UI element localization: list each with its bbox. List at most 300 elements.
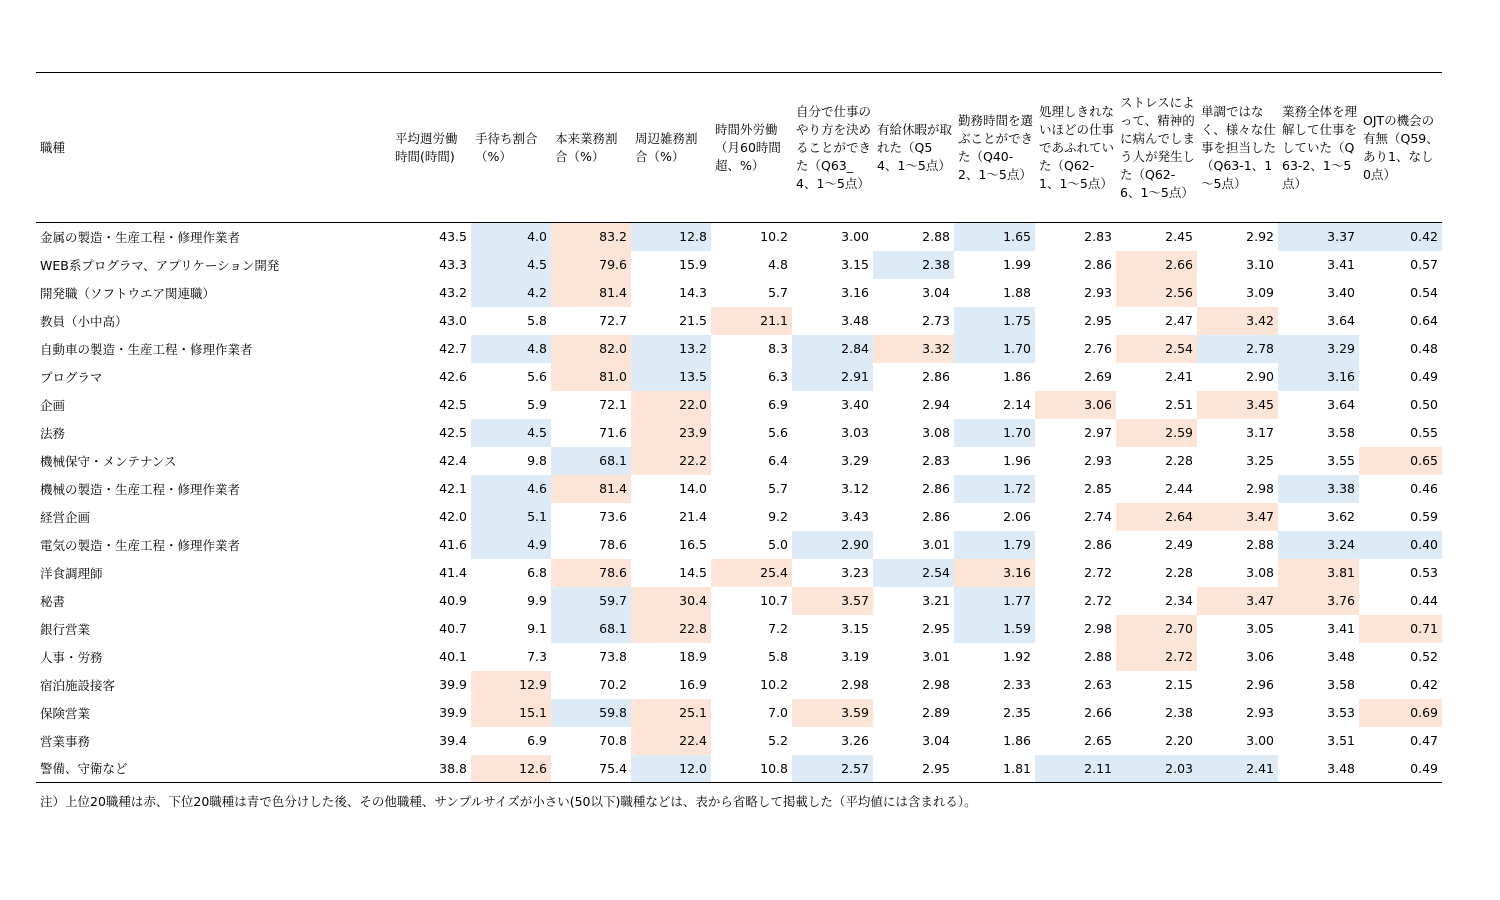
occupation-name: 開発職（ソフトウエア関連職） [40, 285, 216, 301]
table-cell: 3.08 [1246, 565, 1274, 580]
table-cell: 0.52 [1410, 649, 1438, 664]
table-cell: 70.2 [599, 677, 627, 692]
table-cell: 39.9 [439, 705, 467, 720]
table-cell: 2.98 [922, 677, 950, 692]
table-cell: 25.1 [631, 699, 711, 727]
table-cell: 1.99 [1003, 257, 1031, 272]
table-cell: 2.98 [1246, 481, 1274, 496]
table-cell: 3.76 [1278, 587, 1359, 615]
table-cell: 2.88 [922, 229, 950, 245]
table-cell: 2.69 [1084, 369, 1112, 384]
column-header: 業務全体を理解して仕事をしていた（Q63-2、1～5点） [1278, 73, 1359, 223]
table-cell: 2.83 [922, 453, 950, 468]
table-cell: 2.89 [922, 705, 950, 720]
table-cell: 0.44 [1410, 593, 1438, 608]
table-cell: 3.06 [1246, 649, 1274, 664]
table-cell: 9.2 [768, 509, 788, 524]
table-row [36, 559, 1442, 587]
table-cell: 2.86 [922, 481, 950, 496]
occupation-name: 秘書 [40, 593, 66, 609]
table-cell: 2.66 [1116, 251, 1197, 279]
table-cell: 2.92 [1246, 229, 1274, 245]
table-cell: 0.65 [1359, 447, 1442, 475]
table-cell: 4.8 [768, 257, 788, 272]
table-cell: 2.83 [1084, 229, 1112, 245]
table-cell: 78.6 [599, 537, 627, 552]
table-cell: 21.4 [679, 509, 707, 524]
table-cell: 16.9 [679, 677, 707, 692]
table-cell: 0.57 [1410, 257, 1438, 272]
column-header: OJTの機会の有無（Q59、あり1、なし0点） [1359, 73, 1442, 223]
table-cell: 0.59 [1410, 509, 1438, 524]
table-cell: 3.41 [1327, 257, 1355, 272]
table-cell: 41.6 [439, 537, 467, 552]
table-cell: 2.93 [1084, 453, 1112, 468]
table-cell: 2.57 [792, 755, 873, 783]
table-cell: 0.55 [1410, 425, 1438, 440]
table-cell: 2.90 [792, 531, 873, 559]
occupation-name: 法務 [40, 425, 66, 441]
table-cell: 3.23 [841, 565, 869, 580]
table-cell: 70.8 [599, 733, 627, 748]
table-cell: 40.9 [439, 593, 467, 608]
table-cell: 2.70 [1116, 615, 1197, 643]
table-cell: 9.9 [527, 593, 547, 608]
table-cell: 22.0 [631, 391, 711, 419]
table-cell: 5.6 [527, 369, 547, 384]
table-row [36, 307, 1442, 335]
table-cell: 2.73 [922, 313, 950, 328]
table-cell: 3.10 [1246, 257, 1274, 272]
table-cell: 25.4 [711, 559, 792, 587]
table-cell: 2.98 [1084, 621, 1112, 636]
table-cell: 2.51 [1165, 397, 1193, 412]
table-cell: 5.0 [768, 537, 788, 552]
table-cell: 2.90 [1246, 369, 1274, 384]
occupation-name: 企画 [40, 397, 66, 413]
table-cell: 2.54 [873, 559, 954, 587]
table-cell: 1.77 [954, 587, 1035, 615]
table-cell: 42.0 [439, 509, 467, 524]
table-cell: 42.5 [439, 397, 467, 412]
table-cell: 10.7 [760, 593, 788, 608]
table-cell: 0.64 [1410, 313, 1438, 328]
table-cell: 42.5 [439, 425, 467, 440]
table-cell: 13.5 [631, 363, 711, 391]
table-cell: 2.95 [922, 621, 950, 636]
table-cell: 6.3 [768, 369, 788, 384]
table-row [36, 279, 1442, 307]
table-cell: 3.15 [841, 621, 869, 636]
table-cell: 1.86 [1003, 733, 1031, 748]
table-cell: 3.43 [841, 509, 869, 524]
table-cell: 4.9 [471, 531, 551, 559]
table-cell: 2.03 [1116, 755, 1197, 783]
column-header: 単調ではなく、様々な仕事を担当した（Q63-1、1～5点） [1197, 73, 1278, 223]
table-cell: 3.01 [922, 649, 950, 664]
table-cell: 2.72 [1084, 593, 1112, 608]
table-row [36, 223, 1442, 251]
table-cell: 39.9 [439, 677, 467, 692]
table-cell: 2.95 [1084, 313, 1112, 328]
table-cell: 5.8 [527, 313, 547, 328]
table-cell: 3.16 [841, 285, 869, 300]
table-cell: 2.86 [922, 369, 950, 384]
table-cell: 2.47 [1165, 313, 1193, 328]
table-cell: 2.11 [1035, 755, 1116, 783]
table-cell: 2.54 [1116, 335, 1197, 363]
table-cell: 68.1 [551, 615, 631, 643]
table-cell: 9.8 [527, 453, 547, 468]
occupation-name: 機械の製造・生産工程・修理作業者 [40, 481, 241, 497]
column-header: 時間外労働（月60時間超、%） [711, 73, 792, 223]
table-cell: 73.8 [599, 649, 627, 664]
table-cell: 0.48 [1410, 341, 1438, 356]
table-cell: 2.86 [1084, 537, 1112, 552]
table-cell: 5.6 [768, 425, 788, 440]
table-cell: 59.8 [551, 699, 631, 727]
table-cell: 5.7 [768, 481, 788, 496]
occupation-name: 教員（小中高） [40, 313, 128, 329]
column-header: 処理しきれないほどの仕事であふれていた（Q62-1、1～5点） [1035, 73, 1116, 223]
table-row [36, 447, 1442, 475]
table-cell: 3.45 [1197, 391, 1278, 419]
table-cell: 2.65 [1084, 733, 1112, 748]
table-cell: 72.7 [599, 313, 627, 328]
table-cell: 5.8 [768, 649, 788, 664]
table-cell: 0.40 [1359, 531, 1442, 559]
table-cell: 1.59 [954, 615, 1035, 643]
table-cell: 3.58 [1327, 677, 1355, 692]
table-cell: 3.21 [922, 593, 950, 608]
table-cell: 1.72 [954, 475, 1035, 503]
table-cell: 3.04 [922, 285, 950, 300]
table-cell: 3.05 [1246, 621, 1274, 636]
table-cell: 3.48 [841, 313, 869, 328]
occupation-name: 金属の製造・生産工程・修理作業者 [40, 229, 241, 245]
table-cell: 0.42 [1359, 223, 1442, 251]
table-cell: 2.88 [1084, 649, 1112, 664]
table-cell: 2.41 [1197, 755, 1278, 783]
table-cell: 2.14 [1003, 397, 1031, 412]
table-cell: 2.95 [873, 755, 954, 783]
table-cell: 0.42 [1410, 677, 1438, 692]
table-cell: 3.15 [841, 257, 869, 272]
table-cell: 14.3 [679, 285, 707, 300]
table-cell: 5.2 [768, 733, 788, 748]
table-cell: 12.0 [631, 755, 711, 783]
table-cell: 3.06 [1035, 391, 1116, 419]
table-cell: 4.8 [471, 335, 551, 363]
table-cell: 3.01 [922, 537, 950, 552]
occupation-name: 経営企画 [40, 509, 91, 525]
occupation-name: 機械保守・メンテナンス [40, 453, 177, 469]
table-cell: 3.12 [841, 481, 869, 496]
table-cell: 2.56 [1116, 279, 1197, 307]
column-header: 有給休暇が取れた（Q54、1～5点） [873, 73, 954, 223]
table-cell: 21.5 [679, 313, 707, 328]
table-cell: 2.78 [1197, 335, 1278, 363]
table-cell: 2.86 [922, 509, 950, 524]
table-cell: 2.93 [1084, 285, 1112, 300]
table-cell: 59.7 [551, 587, 631, 615]
table-cell: 3.47 [1197, 503, 1278, 531]
table-row [36, 335, 1442, 363]
occupation-name: 営業事務 [40, 733, 91, 749]
occupation-name: 洋食調理師 [40, 565, 103, 581]
column-header: 本来業務割合（%） [551, 73, 631, 223]
table-cell: 10.2 [760, 677, 788, 692]
table-cell: 3.29 [841, 453, 869, 468]
table-cell: 1.79 [954, 531, 1035, 559]
table-cell: 1.86 [1003, 369, 1031, 384]
table-cell: 18.9 [679, 649, 707, 664]
table-cell: 1.88 [1003, 285, 1031, 300]
table-cell: 2.64 [1116, 503, 1197, 531]
table-cell: 5.9 [527, 397, 547, 412]
table-cell: 3.59 [792, 699, 873, 727]
table-cell: 3.55 [1327, 453, 1355, 468]
column-header: 勤務時間を選ぶことができた（Q40-2、1～5点） [954, 73, 1035, 223]
table-cell: 73.6 [599, 509, 627, 524]
table-cell: 3.51 [1327, 733, 1355, 748]
table-cell: 0.54 [1410, 285, 1438, 300]
table-cell: 43.5 [439, 229, 467, 245]
table-cell: 75.4 [551, 755, 631, 783]
table-cell: 2.06 [1003, 509, 1031, 524]
column-header: ストレスによって、精神的に病んでしまう人が発生した（Q62-6、1～5点） [1116, 73, 1197, 223]
table-cell: 0.49 [1359, 755, 1442, 783]
table-cell: 6.4 [768, 453, 788, 468]
table-cell: 2.38 [873, 251, 954, 279]
column-header: 自分で仕事のやり方を決めることができた（Q63_4、1～5点） [792, 73, 873, 223]
table-cell: 0.50 [1410, 397, 1438, 412]
table-cell: 3.41 [1327, 621, 1355, 636]
table-row [36, 391, 1442, 419]
table-cell: 3.40 [841, 397, 869, 412]
table-cell: 0.46 [1410, 481, 1438, 496]
table-cell: 0.69 [1359, 699, 1442, 727]
data-table [36, 72, 1442, 783]
table-cell: 43.0 [439, 313, 467, 328]
table-cell: 2.49 [1165, 537, 1193, 552]
table-cell: 3.03 [841, 425, 869, 440]
table-cell: 1.70 [954, 335, 1035, 363]
table-cell: 5.1 [471, 503, 551, 531]
table-cell: 2.34 [1165, 593, 1193, 608]
table-cell: 0.47 [1410, 733, 1438, 748]
table-cell: 1.92 [1003, 649, 1031, 664]
table-cell: 3.08 [922, 425, 950, 440]
table-row [36, 251, 1442, 279]
table-row [36, 615, 1442, 643]
table-cell: 6.9 [527, 733, 547, 748]
header-row [36, 73, 1442, 223]
table-cell: 78.6 [551, 559, 631, 587]
table-cell: 2.93 [1246, 705, 1274, 720]
table-cell: 3.62 [1327, 509, 1355, 524]
table-cell: 2.66 [1084, 705, 1112, 720]
table-cell: 3.48 [1327, 649, 1355, 664]
table-row [36, 503, 1442, 531]
table-cell: 2.35 [1003, 705, 1031, 720]
table-cell: 40.7 [439, 621, 467, 636]
table-row [36, 755, 1442, 783]
table-cell: 4.0 [471, 223, 551, 251]
table-cell: 72.1 [599, 397, 627, 412]
table-cell: 1.75 [954, 307, 1035, 335]
table-cell: 83.2 [551, 223, 631, 251]
table-cell: 41.4 [439, 565, 467, 580]
table-cell: 3.16 [954, 559, 1035, 587]
table-cell: 3.17 [1246, 425, 1274, 440]
table-cell: 3.47 [1197, 587, 1278, 615]
table-cell: 6.8 [527, 565, 547, 580]
table-cell: 40.1 [439, 649, 467, 664]
table-cell: 2.91 [792, 363, 873, 391]
table-note: 注）上位20職種は赤、下位20職種は青で色分けした後、その他職種、サンプルサイズが小さい(50以下)職種などは、表から省略して掲載した（平均値には含まれる）。 [40, 794, 977, 809]
table-cell: 3.58 [1327, 425, 1355, 440]
table-cell: 2.63 [1084, 677, 1112, 692]
table-cell: 15.1 [471, 699, 551, 727]
table-cell: 2.44 [1165, 481, 1193, 496]
table-cell: 0.71 [1359, 615, 1442, 643]
table-cell: 68.1 [551, 447, 631, 475]
table-cell: 3.00 [841, 229, 869, 245]
table-row [36, 727, 1442, 755]
table-cell: 4.5 [471, 251, 551, 279]
occupation-name: 保険営業 [40, 705, 91, 721]
table-cell: 12.8 [631, 223, 711, 251]
table-cell: 2.59 [1116, 419, 1197, 447]
column-header: 職種 [36, 73, 391, 223]
table-cell: 10.2 [760, 229, 788, 245]
table-cell: 3.32 [873, 335, 954, 363]
table-cell: 43.3 [439, 257, 467, 272]
table-cell: 71.6 [599, 425, 627, 440]
table-cell: 2.20 [1165, 733, 1193, 748]
table-row [36, 671, 1442, 699]
table-body [36, 223, 1442, 783]
table-cell: 0.53 [1410, 565, 1438, 580]
table-cell: 2.86 [1084, 257, 1112, 272]
table-cell: 3.00 [1246, 733, 1274, 748]
table-cell: 2.84 [792, 335, 873, 363]
table-cell: 4.5 [471, 419, 551, 447]
table-row [36, 699, 1442, 727]
table-cell: 2.98 [841, 677, 869, 692]
table-cell: 39.4 [439, 733, 467, 748]
table-cell: 3.19 [841, 649, 869, 664]
table-cell: 9.1 [527, 621, 547, 636]
table-cell: 7.0 [768, 705, 788, 720]
table-cell: 0.49 [1410, 369, 1438, 384]
table-cell: 2.28 [1165, 565, 1193, 580]
column-header: 平均週労働時間(時間) [391, 73, 471, 223]
table-cell: 4.2 [471, 279, 551, 307]
table-cell: 2.74 [1084, 509, 1112, 524]
table-row [36, 475, 1442, 503]
table-cell: 2.94 [922, 397, 950, 412]
table-cell: 3.09 [1246, 285, 1274, 300]
table-row [36, 419, 1442, 447]
table-cell: 13.2 [631, 335, 711, 363]
occupation-name: プログラマ [40, 369, 103, 385]
table-cell: 14.5 [679, 565, 707, 580]
table-cell: 3.42 [1197, 307, 1278, 335]
table-cell: 5.7 [768, 285, 788, 300]
table-cell: 4.6 [471, 475, 551, 503]
table-cell: 10.8 [711, 755, 792, 783]
table-cell: 16.5 [679, 537, 707, 552]
occupation-name: 電気の製造・生産工程・修理作業者 [40, 537, 241, 553]
table-cell: 22.8 [631, 615, 711, 643]
table-cell: 42.4 [439, 453, 467, 468]
table-cell: 23.9 [631, 419, 711, 447]
table-cell: 3.57 [792, 587, 873, 615]
table-cell: 3.04 [922, 733, 950, 748]
column-header: 手待ち割合（%） [471, 73, 551, 223]
table-cell: 1.65 [954, 223, 1035, 251]
table-cell: 6.9 [768, 397, 788, 412]
table-cell: 3.26 [841, 733, 869, 748]
table-cell: 2.72 [1084, 565, 1112, 580]
table-cell: 42.1 [439, 481, 467, 496]
table-cell: 22.2 [631, 447, 711, 475]
table-cell: 2.38 [1165, 705, 1193, 720]
table-cell: 2.33 [1003, 677, 1031, 692]
table-cell: 22.4 [631, 727, 711, 755]
table-cell: 82.0 [551, 335, 631, 363]
table-cell: 2.41 [1165, 369, 1193, 384]
table-cell: 43.2 [439, 285, 467, 300]
table-cell: 3.64 [1327, 397, 1355, 412]
table-cell: 15.9 [679, 257, 707, 272]
table-cell: 3.29 [1278, 335, 1359, 363]
table-row [36, 643, 1442, 671]
table-cell: 38.8 [391, 755, 471, 783]
table-cell: 14.0 [679, 481, 707, 496]
table-cell: 2.88 [1246, 537, 1274, 552]
table-cell: 3.16 [1278, 363, 1359, 391]
table-cell: 7.3 [527, 649, 547, 664]
table-cell: 1.70 [954, 419, 1035, 447]
table-cell: 3.81 [1278, 559, 1359, 587]
table-cell: 2.96 [1246, 677, 1274, 692]
table-cell: 2.15 [1165, 677, 1193, 692]
table-cell: 2.97 [1084, 425, 1112, 440]
table-cell: 42.7 [439, 341, 467, 356]
table-row [36, 363, 1442, 391]
occupation-name: 自動車の製造・生産工程・修理作業者 [40, 341, 253, 357]
column-header: 周辺雑務割合（%） [631, 73, 711, 223]
occupation-name: 宿泊施設接客 [40, 677, 116, 693]
table-cell: 2.28 [1165, 453, 1193, 468]
table-cell: 2.85 [1084, 481, 1112, 496]
table-cell: 42.6 [439, 369, 467, 384]
table-cell: 12.6 [471, 755, 551, 783]
table-cell: 81.4 [551, 279, 631, 307]
table-cell: 21.1 [711, 307, 792, 335]
table-cell: 3.53 [1327, 705, 1355, 720]
table-cell: 30.4 [631, 587, 711, 615]
table-cell: 7.2 [768, 621, 788, 636]
table-cell: 3.24 [1278, 531, 1359, 559]
occupation-name: WEB系プログラマ、アプリケーション開発 [40, 257, 280, 273]
table-cell: 79.6 [551, 251, 631, 279]
table-cell: 3.48 [1278, 755, 1359, 783]
table-cell: 2.72 [1116, 643, 1197, 671]
